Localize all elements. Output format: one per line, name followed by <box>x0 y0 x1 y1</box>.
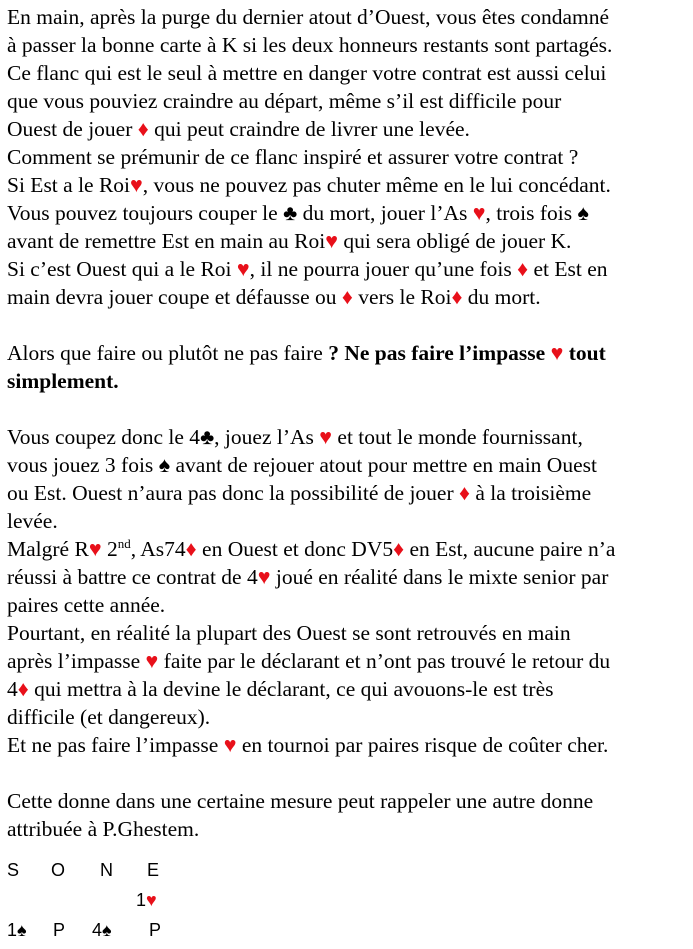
paragraph-line: Vous pouvez toujours couper le ♣ du mort, jouer l’As ♥, trois fois ♠ <box>7 201 589 225</box>
paragraph-line: ou Est. Ouest n’aura pas donc la possibilité de jouer ♦ à la troisième <box>7 481 592 505</box>
paragraph-line: paires cette année. <box>7 593 166 617</box>
diamond-icon: ♦ <box>517 257 529 281</box>
diamond-icon: ♦ <box>185 537 197 561</box>
spade-icon: ♠ <box>158 453 171 477</box>
heart-icon: ♥ <box>130 173 143 197</box>
spade-icon: ♠ <box>577 201 589 225</box>
heart-icon: ♥ <box>257 565 271 589</box>
paragraph-line: main devra jouer coupe et défausse ou ♦ vers le Roi♦ du mort. <box>7 285 541 309</box>
heart-icon: ♥ <box>88 537 102 561</box>
heart-icon: ♥ <box>146 890 157 910</box>
paragraph-line: 4♦ qui mettra à la devine le déclarant, ce qui avouons-le est très <box>7 677 554 701</box>
diamond-icon: ♦ <box>17 677 29 701</box>
diamond-icon: ♦ <box>451 285 463 309</box>
heart-icon: ♥ <box>319 425 333 449</box>
seat-west-header: O <box>51 860 66 880</box>
paragraph-line: difficile (et dangereux). <box>7 705 211 729</box>
paragraph-line: Et ne pas faire l’impasse ♥ en tournoi par paires risque de coûter cher. <box>7 733 609 757</box>
club-icon: ♣ <box>283 201 298 225</box>
paragraph-line: Si c’est Ouest qui a le Roi ♥, il ne pourra jouer qu’une fois ♦ et Est en <box>7 257 608 281</box>
paragraph-line: après l’impasse ♥ faite par le déclarant et n’ont pas trouvé le retour du <box>7 649 611 673</box>
paragraph-line: vous jouez 3 fois ♠ avant de rejouer atout pour mettre en main Ouest <box>7 453 597 477</box>
bidding-table <box>7 860 307 945</box>
heart-icon: ♥ <box>223 733 237 757</box>
paragraph-line: avant de remettre Est en main au Roi♥ qui sera obligé de jouer K. <box>7 229 572 253</box>
paragraph-line: En main, après la purge du dernier atout d’Ouest, vous êtes condamné <box>7 5 610 29</box>
seat-east-header: E <box>147 860 160 880</box>
heart-icon: ♥ <box>472 201 486 225</box>
paragraph-line: Pourtant, en réalité la plupart des Ouest se sont retrouvés en main <box>7 621 571 645</box>
heart-icon: ♥ <box>236 257 250 281</box>
diamond-icon: ♦ <box>393 537 405 561</box>
diamond-icon: ♦ <box>459 481 470 505</box>
document-body <box>7 3 691 843</box>
paragraph-line: à passer la bonne carte à K si les deux honneurs restants sont partagés. <box>7 33 613 57</box>
bid-south-1s: 1♠ <box>7 920 27 940</box>
heart-icon: ♥ <box>145 649 159 673</box>
paragraph-line: Cette donne dans une certaine mesure peut rappeler une autre donne <box>7 789 594 813</box>
paragraph-line: simplement. <box>7 369 119 393</box>
diamond-icon: ♦ <box>137 117 149 141</box>
paragraph-line: Ce flanc qui est le seul à mettre en danger votre contrat est aussi celui <box>7 61 607 85</box>
paragraph-line: Vous coupez donc le 4♣, jouez l’As ♥ et tout le monde fournissant, <box>7 425 583 449</box>
club-icon: ♣ <box>200 425 215 449</box>
paragraph-line: réussi à battre ce contrat de 4♥ joué en réalité dans le mixte senior par <box>7 565 609 589</box>
heart-icon: ♥ <box>325 229 338 253</box>
paragraph-line: Ouest de jouer ♦ qui peut craindre de livrer une levée. <box>7 117 470 141</box>
paragraph-line: attribuée à P.Ghestem. <box>7 817 200 841</box>
paragraph-line: Malgré R♥ 2nd, As74♦ en Ouest et donc DV5♦ en Est, aucune paire n’a <box>7 536 616 561</box>
diamond-icon: ♦ <box>341 285 353 309</box>
paragraph-line: que vous pouviez craindre au départ, même s’il est difficile pour <box>7 89 562 113</box>
paragraph-line: levée. <box>7 509 58 533</box>
paragraph-line: Alors que faire ou plutôt ne pas faire ? Ne pas faire l’impasse ♥ tout <box>7 341 606 365</box>
bid-north-4s: 4♠ <box>92 920 112 940</box>
spade-icon: ♠ <box>102 920 112 940</box>
bid-east-1h: 1♥ <box>136 890 157 910</box>
spade-icon: ♠ <box>17 920 27 940</box>
seat-south-header: S <box>7 860 20 880</box>
seat-north-header: N <box>100 860 113 880</box>
bid-east-pass: P <box>149 920 162 940</box>
paragraph-line: Comment se prémunir de ce flanc inspiré et assurer votre contrat ? <box>7 145 579 169</box>
paragraph-line: Si Est a le Roi♥, vous ne pouvez pas chuter même en le lui concédant. <box>7 173 611 197</box>
heart-icon: ♥ <box>550 341 564 365</box>
bid-west-pass: P <box>53 920 66 940</box>
